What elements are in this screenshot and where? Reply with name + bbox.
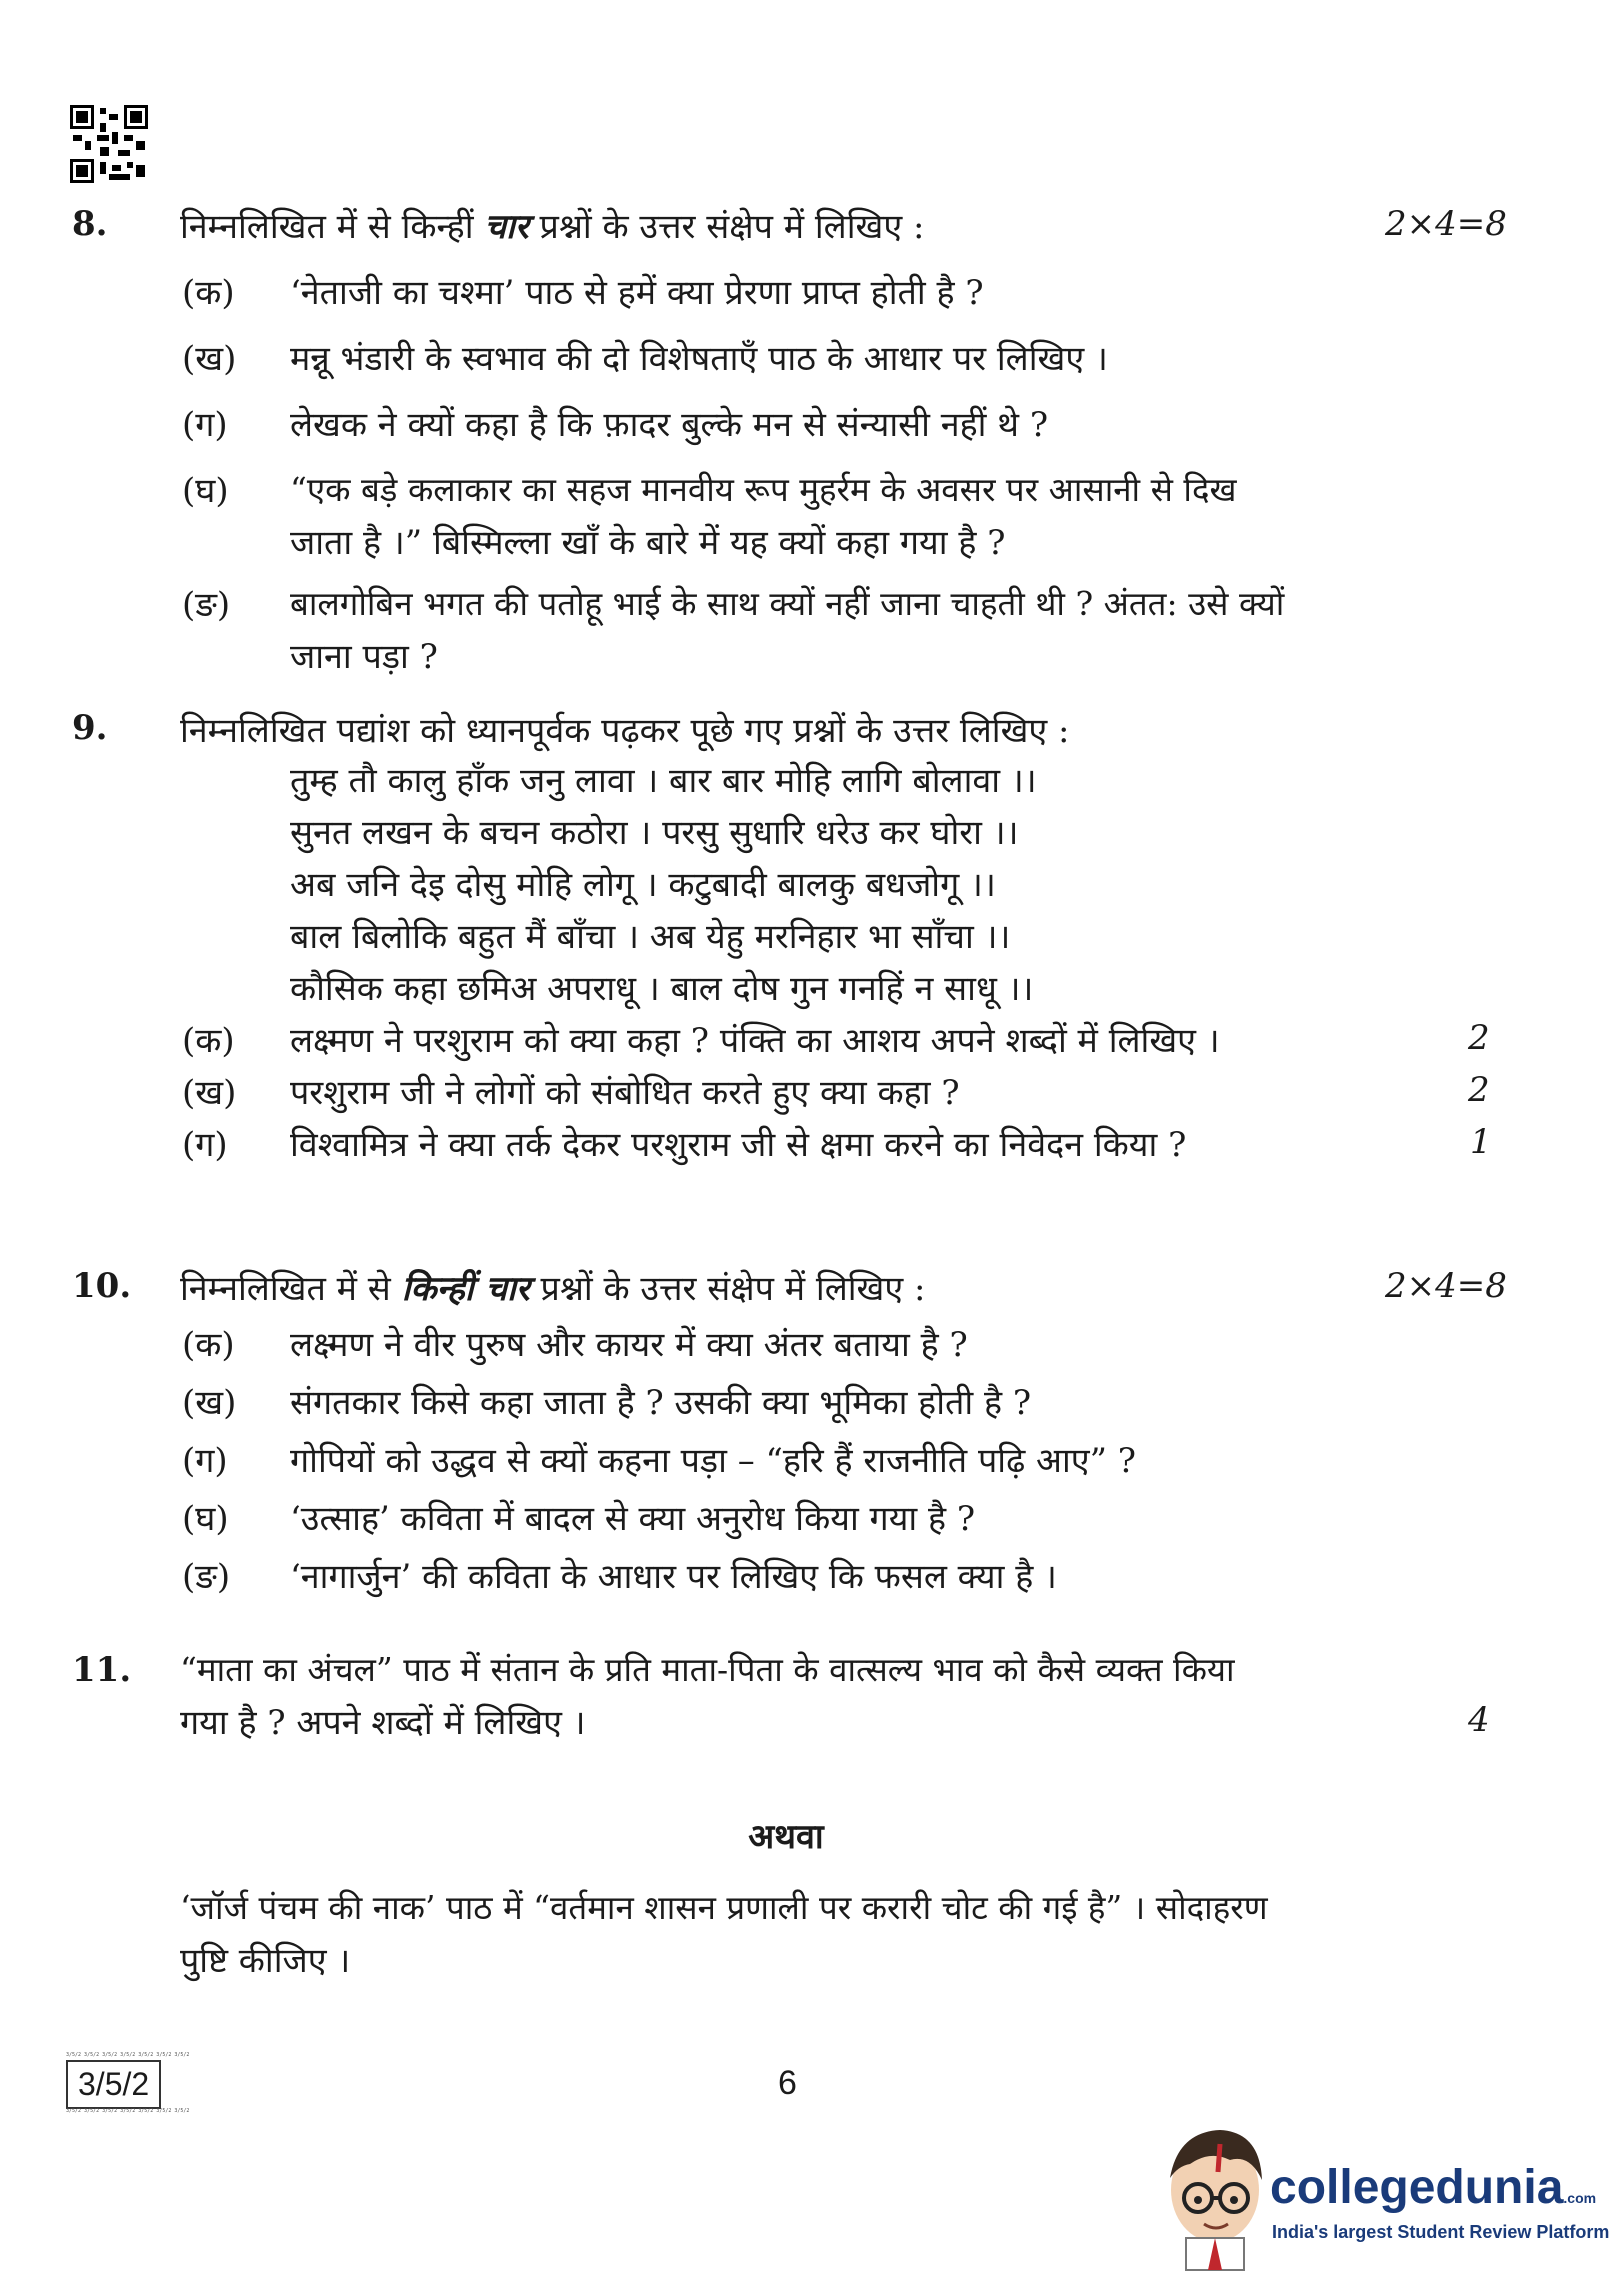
q10-item-label: (क) bbox=[182, 1325, 235, 1365]
q8-item-label: (ङ) bbox=[182, 585, 231, 625]
q8-item-label: (ग) bbox=[182, 405, 228, 445]
paper-code-microprint: 3/5/2 3/5/2 3/5/2 3/5/2 3/5/2 3/5/2 3/5/2 bbox=[66, 2052, 190, 2058]
page-number: 6 bbox=[778, 2064, 797, 2102]
paper-code-microprint: 3/5/2 3/5/2 3/5/2 3/5/2 3/5/2 3/5/2 3/5/2 bbox=[66, 2108, 190, 2114]
question-8-number: 8. bbox=[72, 204, 108, 244]
q8-item-text-continued: जाना पड़ा ? bbox=[290, 637, 438, 677]
question-11-number: 11. bbox=[72, 1650, 132, 1690]
question-10-intro: निम्नलिखित में से किन्हीं चार प्रश्नों के उत्तर संक्षेप में लिखिए : bbox=[180, 1269, 926, 1309]
q8-item-text: मन्नू भंडारी के स्वभाव की दो विशेषताएँ पाठ के आधार पर लिखिए । bbox=[290, 339, 1108, 379]
question-11-text: “माता का अंचल” पाठ में संतान के प्रति माता-पिता के वात्सल्य भाव को कैसे व्यक्त किया bbox=[180, 1650, 1235, 1689]
logo-name: collegedunia bbox=[1270, 2161, 1564, 2214]
question-9-intro: निम्नलिखित पद्यांश को ध्यानपूर्वक पढ़कर पूछे गए प्रश्नों के उत्तर लिखिए : bbox=[180, 711, 1070, 751]
poem-verse-line: तुम्ह तौ कालु हाँक जनु लावा । बार बार मोहि लागि बोलावा ।। bbox=[290, 761, 1037, 801]
q9-item-marks: 1 bbox=[1470, 1122, 1492, 1162]
logo-wordmark bbox=[1270, 2160, 1596, 2215]
q8-item-label: (ख) bbox=[182, 339, 237, 379]
question-11-alternative-text-continued: पुष्टि कीजिए । bbox=[180, 1941, 351, 1981]
logo-domain: .com bbox=[1563, 2190, 1597, 2206]
q9-item-label: (ख) bbox=[182, 1073, 237, 1113]
q9-item-marks: 2 bbox=[1468, 1018, 1490, 1058]
q9-item-label: (ग) bbox=[182, 1125, 228, 1165]
q8-item-text: लेखक ने क्यों कहा है कि फ़ादर बुल्के मन से संन्यासी नहीं थे ? bbox=[290, 405, 1049, 445]
question-8-marks: 2×4=8 bbox=[1385, 204, 1507, 244]
question-8-intro: निम्नलिखित में से किन्हीं चार प्रश्नों के उत्तर संक्षेप में लिखिए : bbox=[180, 207, 925, 247]
q9-item-text: लक्ष्मण ने परशुराम को क्या कहा ? पंक्ति का आशय अपने शब्दों में लिखिए । bbox=[290, 1021, 1220, 1061]
q8-item-text: बालगोबिन भगत की पतोहू भाई के साथ क्यों नहीं जाना चाहती थी ? अंतत: उसे क्यों bbox=[290, 584, 1285, 623]
poem-verse-line: कौसिक कहा छमिअ अपराधू । बाल दोष गुन गनहिं न साधू ।। bbox=[290, 969, 1034, 1009]
q10-item-label: (ख) bbox=[182, 1383, 237, 1423]
qr-code-icon bbox=[70, 105, 148, 183]
q10-item-text: ‘नागार्जुन’ की कविता के आधार पर लिखिए कि फसल क्या है । bbox=[290, 1557, 1057, 1597]
q10-item-label: (घ) bbox=[182, 1499, 229, 1539]
q8-item-label: (घ) bbox=[182, 471, 229, 511]
q10-item-text: संगतकार किसे कहा जाता है ? उसकी क्या भूमिका होती है ? bbox=[290, 1383, 1032, 1423]
poem-verse-line: अब जनि देइ दोसु मोहि लोगू । कटुबादी बालकु बधजोगू ।। bbox=[290, 865, 996, 905]
q9-item-label: (क) bbox=[182, 1021, 235, 1061]
q10-item-label: (ङ) bbox=[182, 1557, 231, 1597]
q10-item-label: (ग) bbox=[182, 1441, 228, 1481]
q10-item-text: गोपियों को उद्धव से क्यों कहना पड़ा – “हरि हैं राजनीति पढ़ि आए” ? bbox=[290, 1441, 1136, 1481]
q9-item-text: परशुराम जी ने लोगों को संबोधित करते हुए क्या कहा ? bbox=[290, 1073, 960, 1113]
logo-tagline: India's largest Student Review Platform bbox=[1272, 2222, 1609, 2242]
q10-item-text: ‘उत्साह’ कविता में बादल से क्या अनुरोध किया गया है ? bbox=[290, 1499, 976, 1539]
q9-item-marks: 2 bbox=[1468, 1070, 1490, 1110]
q8-item-label: (क) bbox=[182, 273, 235, 313]
question-11-marks: 4 bbox=[1468, 1700, 1490, 1740]
poem-verse-line: सुनत लखन के बचन कठोरा । परसु सुधारि धरेउ कर घोरा ।। bbox=[290, 813, 1019, 853]
question-11-alternative-text: ‘जॉर्ज पंचम की नाक’ पाठ में “वर्तमान शासन प्रणाली पर करारी चोट की गई है” । सोदाहरण bbox=[180, 1888, 1268, 1927]
question-10-marks: 2×4=8 bbox=[1385, 1266, 1507, 1306]
paper-code: 3/5/2 bbox=[66, 2060, 161, 2109]
q8-item-text: ‘नेताजी का चश्मा’ पाठ से हमें क्या प्रेरणा प्राप्त होती है ? bbox=[290, 273, 984, 313]
poem-verse-line: बाल बिलोकि बहुत मैं बाँचा । अब येहु मरनिहार भा साँचा ।। bbox=[290, 917, 1011, 957]
q9-item-text: विश्वामित्र ने क्या तर्क देकर परशुराम जी से क्षमा करने का निवेदन किया ? bbox=[290, 1125, 1187, 1165]
question-11-text-continued: गया है ? अपने शब्दों में लिखिए । bbox=[180, 1703, 586, 1743]
question-9-number: 9. bbox=[72, 708, 108, 748]
q8-item-text: “एक बड़े कलाकार का सहज मानवीय रूप मुहर्रम के अवसर पर आसानी से दिख bbox=[290, 470, 1237, 509]
question-10-number: 10. bbox=[72, 1266, 132, 1306]
student-mascot-icon bbox=[1160, 2120, 1270, 2270]
q8-item-text-continued: जाता है ।” बिस्मिल्ला खाँ के बारे में यह क्यों कहा गया है ? bbox=[290, 523, 1006, 563]
or-heading: अथवा bbox=[748, 1817, 824, 1857]
q10-item-text: लक्ष्मण ने वीर पुरुष और कायर में क्या अंतर बताया है ? bbox=[290, 1325, 968, 1365]
